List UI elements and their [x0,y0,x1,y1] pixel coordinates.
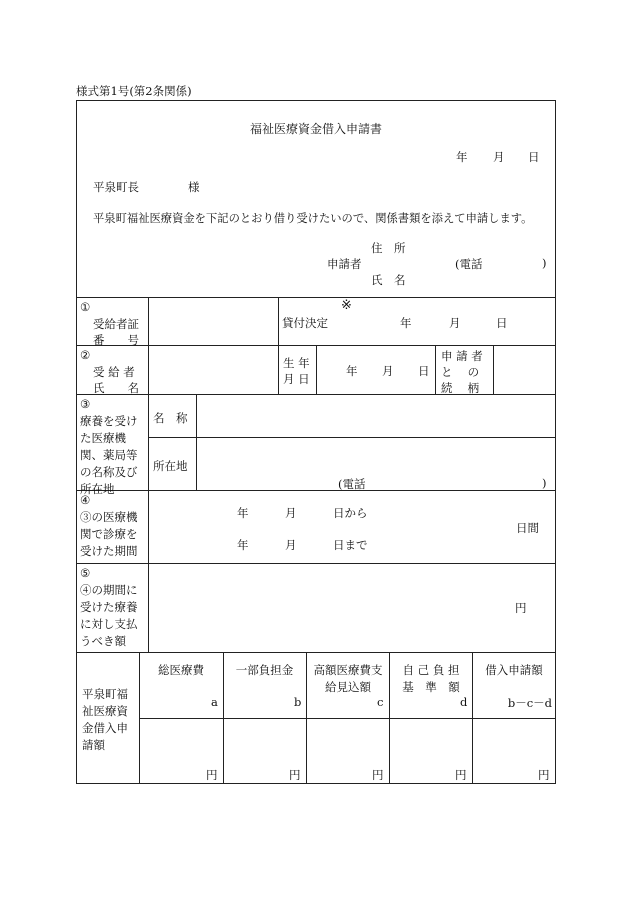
applicant-phone-open: (電話 [455,257,483,271]
facility-address-field[interactable] [200,442,550,472]
row3-label: 療養を受けた医療機関、薬局等の名称及び所在地 [80,414,138,496]
loan-total-field[interactable] [143,722,219,766]
row2-label-line2: 氏 名 [93,381,139,395]
row4-label: ③の医療機関で診療を受けた期間 [80,510,138,558]
relation-label-line1: 申 請 者 [441,349,483,363]
office-use-mark: ※ [341,298,352,313]
row1-label-line2: 番 号 [93,333,139,347]
loan-col-selfpay-code: d [460,695,468,709]
addressee-honorific: 様 [188,180,200,194]
rule-row3-middle [149,437,556,438]
row2-number: ② [80,348,91,362]
facility-address-label: 所在地 [153,459,188,473]
period-days-unit: 日間 [516,521,539,535]
addressee-town: 平泉町長 [93,180,139,194]
facility-phone-close: ) [542,476,547,490]
rule-relation-left [435,345,436,394]
rule-row1-2-divider [278,297,279,394]
loan-col-copay-header: 一部負担金 [235,663,294,677]
date-year-label: 年 [456,150,468,164]
row4-number: ④ [80,493,91,507]
period-to-year: 年 [237,538,249,552]
row5-label: ④の期間に受けた療養に対し支払うべき額 [80,583,138,648]
rule-relation-right [493,345,494,394]
loan-col-highcost-code: c [377,695,384,709]
loan-col-selfpay-header: 自 己 負 担 基 準 額 [402,663,460,694]
relation-field[interactable] [497,350,551,390]
loan-highcost-field[interactable] [310,722,385,766]
row3-number: ③ [80,397,91,411]
relation-label-line3: 続 柄 [441,381,480,395]
loan-col-request-header: 借入申請額 [485,663,543,677]
birth-label-line2: 月 日 [283,372,310,386]
period-to-month: 月 [285,538,297,552]
frame-right-border [555,100,556,784]
recipient-cert-number-field[interactable] [152,302,272,342]
period-from-month: 月 [285,506,297,520]
loan-copay-field[interactable] [227,722,302,766]
birth-month-label: 月 [382,364,394,378]
loan-decision-label: 貸付決定 [282,316,328,330]
loan-decision-day: 日 [496,316,508,330]
birth-day-label: 日 [418,364,430,378]
loan-col-total-code: a [211,695,218,709]
loan-col-copay-code: b [294,695,302,709]
loan-copay-unit: 円 [289,768,301,782]
row5-number: ⑤ [80,566,91,580]
rule-row3-subdivider [196,394,197,490]
birth-year-label: 年 [346,364,358,378]
loan-request-unit: 円 [538,768,550,782]
frame-top-border [76,100,556,101]
applicant-phone-close: ) [542,256,547,270]
frame-left-border [76,100,77,784]
loan-col-request-code: b－c－d [507,696,552,710]
row1-number: ① [80,300,91,314]
row1-label-line1: 受給者証 [93,317,139,331]
rule-loan-col-3 [389,652,390,783]
applicant-label: 申請者 [327,257,362,271]
payable-amount-unit: 円 [515,601,527,615]
date-day-label: 日 [528,150,540,164]
facility-phone-open: (電話 [338,477,366,491]
date-month-label: 月 [493,150,505,164]
facility-name-label: 名 称 [153,411,188,425]
document-title: 福祉医療資金借入申請書 [249,122,382,136]
loan-highcost-unit: 円 [372,768,384,782]
relation-label-line2: と の [441,365,480,379]
loan-selfpay-field[interactable] [393,722,468,766]
frame-bottom-border [76,783,556,784]
loan-decision-year: 年 [400,316,412,330]
loan-selfpay-unit: 円 [455,768,467,782]
rule-loan-col-2 [306,652,307,783]
period-to-day: 日まで [333,538,368,552]
loan-decision-month: 月 [449,316,461,330]
rule-loan-middle [139,718,556,719]
applicant-address-label: 住 所 [371,241,406,255]
rule-label-column [148,297,149,652]
loan-request-field[interactable] [476,722,551,766]
birth-label-line1: 生 年 [283,356,310,370]
loan-total-unit: 円 [206,768,218,782]
payable-amount-field[interactable] [152,570,512,646]
rule-birth-divider [316,345,317,394]
period-from-day: 日から [333,506,368,520]
loan-col-highcost-header: 高額医療費支給見込額 [313,663,383,694]
request-statement: 平泉町福祉医療資金を下記のとおり借り受けたいので、関係書類を添えて申請します。 [93,212,533,225]
facility-name-field[interactable] [200,400,550,434]
recipient-name-field[interactable] [152,350,272,390]
form-number-label: 様式第1号(第2条関係) [76,84,192,98]
applicant-name-label: 氏 名 [371,273,406,287]
row2-label-line1: 受 給 者 [93,365,135,379]
loan-section-label: 平泉町福祉医療資金借入申請額 [82,687,128,752]
loan-col-total-header: 総医療費 [158,663,204,677]
rule-row5-bottom [76,652,556,653]
period-from-year: 年 [237,506,249,520]
